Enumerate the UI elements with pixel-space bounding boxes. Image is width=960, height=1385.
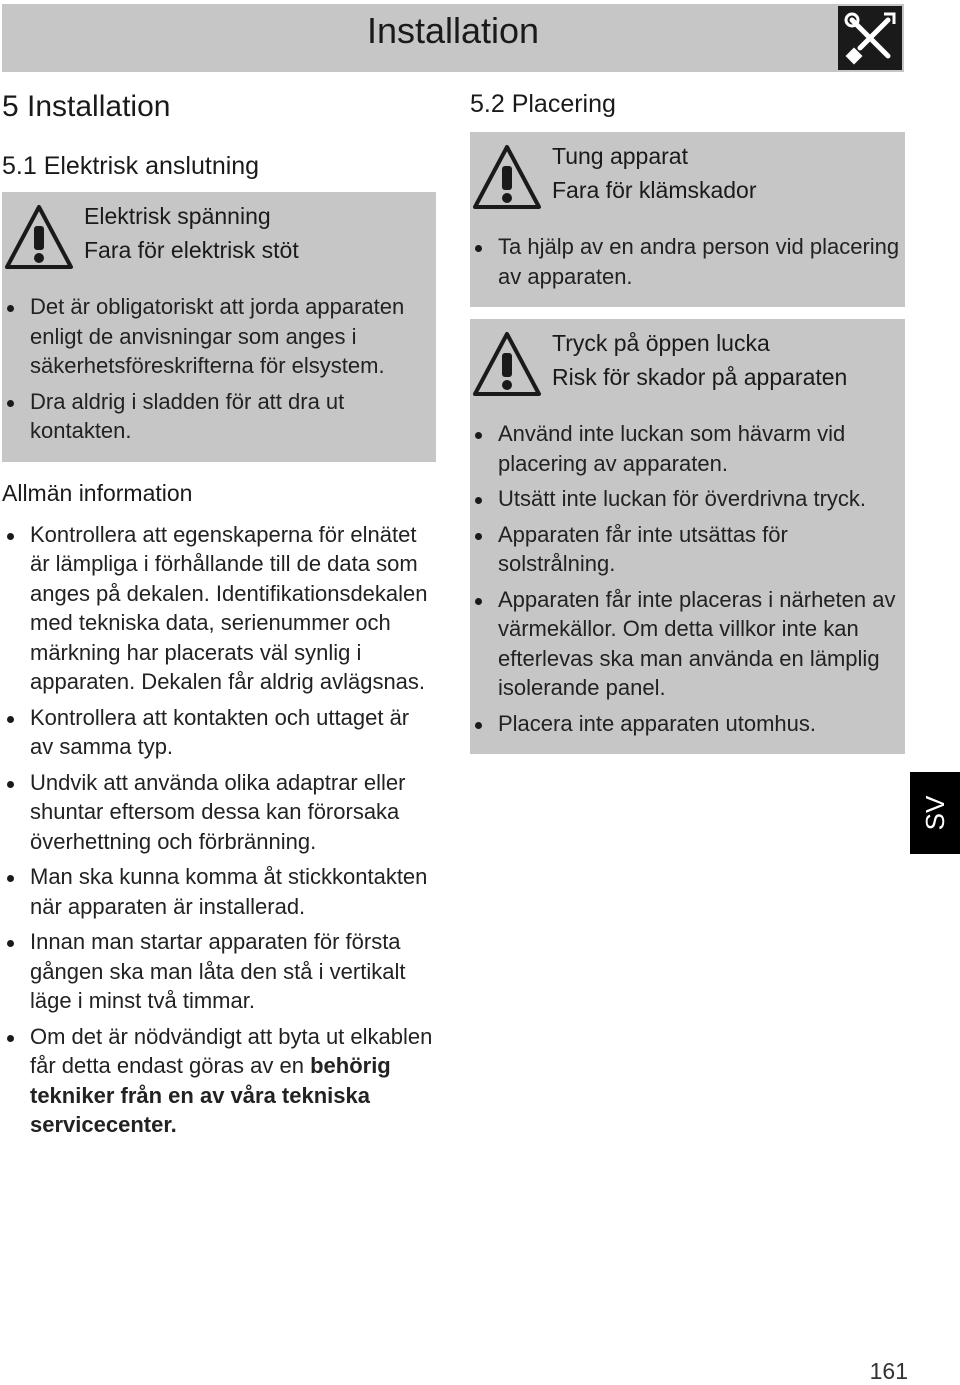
warning-subtitle: Risk för skador på apparaten bbox=[552, 364, 848, 390]
list-item: Det är obligatoriskt att jorda apparaten enligt de anvisningar som anges i säkerhetsföreskrifterna för elsystem. bbox=[2, 292, 436, 381]
list-item: Innan man startar apparaten för första gången ska man låta den stå i vertikalt läge i minst två timmar. bbox=[2, 927, 436, 1016]
list-item: Kontrollera att egenskaperna för elnätet är lämpliga i förhållande till de data som anges på dekalen. Identifikationsdekalen med tekniska data, serienummer och märkning har placerats väl synlig i apparaten. Dekalen får aldrig avlägsnas. bbox=[2, 520, 436, 697]
warning-box-door bbox=[470, 319, 905, 754]
section-title: 5 Installation bbox=[2, 90, 171, 123]
warning-triangle-icon bbox=[472, 144, 542, 210]
warning-subtitle: Fara för klämskador bbox=[552, 177, 757, 203]
list-item: Apparaten får inte placeras i närheten av värmekällor. Om detta villkor inte kan efterlevas ska man använda en lämplig isolerande panel. bbox=[470, 585, 905, 703]
warning-box-electrical bbox=[2, 192, 436, 462]
subsection-title-placement: 5.2 Placering bbox=[470, 90, 616, 118]
page-header-title: Installation bbox=[366, 10, 540, 51]
list-item: Använd inte luckan som hävarm vid placering av apparaten. bbox=[470, 419, 905, 478]
warning-list bbox=[2, 292, 436, 446]
list-item: Man ska kunna komma åt stickkontakten när apparaten är installerad. bbox=[2, 862, 436, 921]
warning-triangle-icon bbox=[4, 204, 74, 270]
list-item-text: Om det är nödvändigt att byta ut elkablen får detta endast göras av en bbox=[30, 1023, 433, 1078]
list-item: Placera inte apparaten utomhus. bbox=[470, 709, 905, 739]
language-tab-label: SV bbox=[920, 795, 950, 831]
general-info-title: Allmän information bbox=[2, 479, 193, 506]
warning-title: Tryck på öppen lucka bbox=[552, 330, 770, 356]
list-item: Undvik att använda olika adaptrar eller shuntar eftersom dessa kan förorsaka överhettning och förbränning. bbox=[2, 768, 436, 857]
warning-title: Elektrisk spänning bbox=[84, 203, 271, 229]
tools-icon bbox=[838, 6, 902, 70]
right-column bbox=[470, 88, 905, 754]
subsection-title-electrical: 5.1 Elektrisk anslutning bbox=[2, 152, 260, 180]
warning-subtitle: Fara för elektrisk stöt bbox=[84, 237, 299, 263]
warning-title: Tung apparat bbox=[552, 143, 688, 169]
warning-triangle-icon bbox=[472, 331, 542, 397]
page-number: 161 bbox=[869, 1358, 908, 1384]
list-item: Apparaten får inte utsättas för solstrålning. bbox=[470, 520, 905, 579]
language-tab bbox=[910, 772, 960, 854]
list-item: Kontrollera att kontakten och uttaget är av samma typ. bbox=[2, 703, 436, 762]
list-item: Dra aldrig i sladden för att dra ut kontakten. bbox=[2, 387, 436, 446]
list-item: Ta hjälp av en andra person vid placering av apparaten. bbox=[470, 232, 905, 291]
warning-box-heavy bbox=[470, 132, 905, 307]
left-column bbox=[2, 88, 436, 1146]
warning-list bbox=[470, 232, 905, 291]
list-item: Utsätt inte luckan för överdrivna tryck. bbox=[470, 484, 905, 514]
list-item-bold-text: behörig tekniker från en av våra tekniska servicecenter. bbox=[30, 1053, 391, 1137]
list-item bbox=[2, 1022, 436, 1140]
warning-list bbox=[470, 419, 905, 738]
general-info-list bbox=[2, 520, 436, 1140]
